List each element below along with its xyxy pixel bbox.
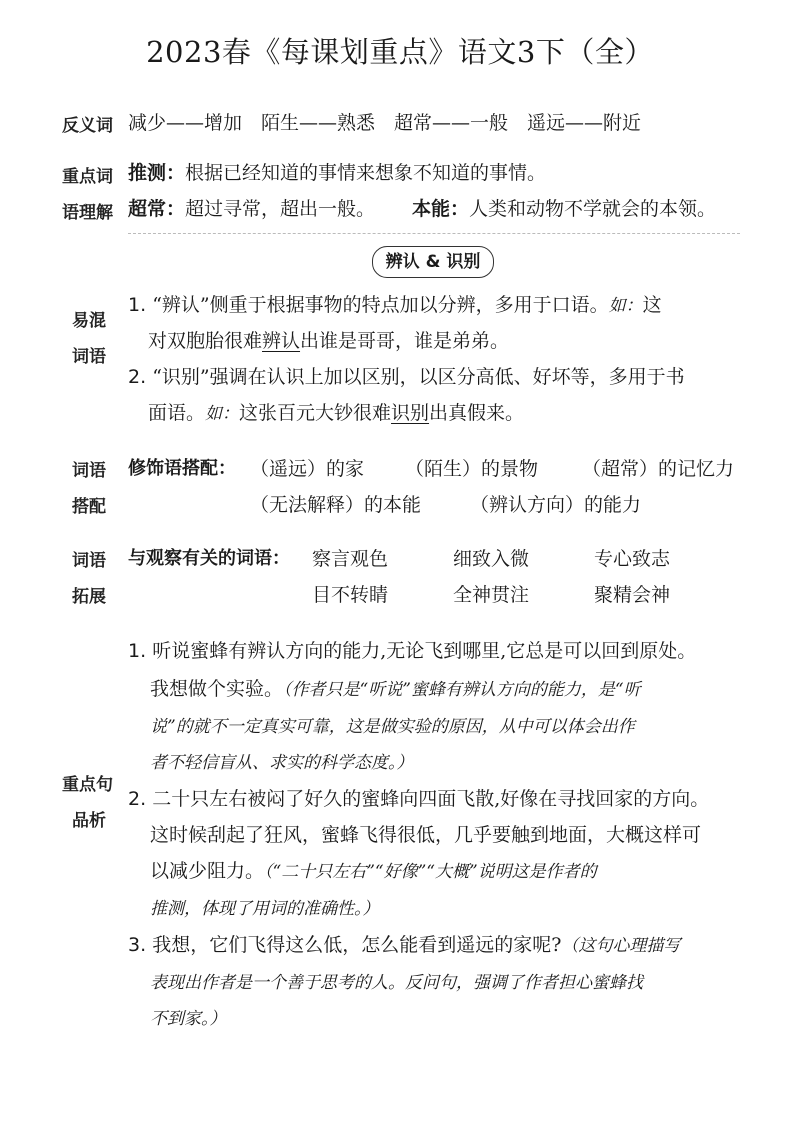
sentence-2-line-4: 推测，体现了用词的准确性。） xyxy=(150,899,380,919)
def-benneng: 人类和动物不学就会的本领。 xyxy=(469,198,717,220)
item-text: 这 xyxy=(642,294,662,316)
item-text: 对双胞胎很难 xyxy=(148,330,263,352)
section-divider xyxy=(128,233,740,234)
topic-badge: 辨认 & 识别 xyxy=(372,246,494,278)
item-text: 面语。 xyxy=(148,402,206,424)
collocation-item: （遥远）的家 xyxy=(250,458,365,480)
item-number: 1. xyxy=(128,640,147,662)
confusing-item-1-line-1 xyxy=(128,290,662,317)
analysis-text: （作者只是“听说”蜜蜂有辨认方向的能力，是“听 xyxy=(283,680,641,700)
item-number: 2. xyxy=(128,366,147,388)
item-text: 出谁是哥哥，谁是弟弟。 xyxy=(300,330,510,352)
item-text: 出真假来。 xyxy=(429,402,525,424)
expansion-head: 与观察有关的词语： xyxy=(128,548,290,569)
item-number: 1. xyxy=(128,294,147,316)
underlined-word: 辨认 xyxy=(262,330,301,352)
sentence-text: 二十只左右被闷了好久的蜜蜂向四面飞散,好像在寻找回家的方向。 xyxy=(152,788,710,810)
sentence-text: 以减少阻力。 xyxy=(150,860,265,882)
sentence-2-line-2: 这时候刮起了狂风，蜜蜂飞得很低，几乎要触到地面，大概这样可 xyxy=(150,824,702,846)
analysis-text: （这句心理描写 xyxy=(561,936,681,956)
analysis-text: （“二十只左右”“好像”“大概”说明这是作者的 xyxy=(264,862,597,882)
sentence-text: 我想做个实验。 xyxy=(150,678,284,700)
key-words-label-2: 语理解 xyxy=(62,203,113,223)
sentence-2-line-1 xyxy=(128,784,709,811)
sentence-text: 我想，它们飞得这么低，怎么能看到遥远的家呢? xyxy=(152,934,562,956)
sentence-text: 听说蜜蜂有辨认方向的能力,无论飞到哪里,它总是可以回到原处。 xyxy=(152,640,697,662)
collocation-item: （无法解释）的本能 xyxy=(250,494,422,516)
expansion-word: 全神贯注 xyxy=(453,584,530,606)
def-tuice: 根据已经知道的事情来想象不知道的事情。 xyxy=(185,162,547,184)
collocation-head: 修饰语搭配： xyxy=(128,458,236,479)
collocation-item: （辨认方向）的能力 xyxy=(470,494,642,516)
sentences-label-1: 重点句 xyxy=(62,775,113,795)
antonyms-text: 减少——增加 陌生——熟悉 超常——一般 遥远——附近 xyxy=(128,112,642,134)
example-mark: 如： xyxy=(608,296,643,316)
collocation-label-1: 词语 xyxy=(72,461,106,481)
key-words-label-1: 重点词 xyxy=(62,167,113,187)
item-number: 2. xyxy=(128,788,147,810)
term-benneng: 本能： xyxy=(412,198,470,220)
sentences-label-2: 品析 xyxy=(72,811,106,831)
expansion-word: 专心致志 xyxy=(594,548,671,570)
sentence-1-line-4: 者不轻信盲从、求实的科学态度。） xyxy=(150,753,414,773)
confusing-item-2-line-2 xyxy=(148,398,524,425)
expansion-label-2: 拓展 xyxy=(72,587,106,607)
collocation-label-2: 搭配 xyxy=(72,497,106,517)
sentence-1-line-1 xyxy=(128,636,696,663)
collocation-item: （超常）的记忆力 xyxy=(582,458,735,480)
confusing-item-1-line-2 xyxy=(148,326,509,353)
sentence-2-line-3 xyxy=(150,856,597,883)
key-word-row-2 xyxy=(128,194,375,221)
underlined-word: 识别 xyxy=(391,402,430,424)
confusing-label-1: 易混 xyxy=(72,311,106,331)
key-word-row-3 xyxy=(412,194,716,221)
antonyms-label: 反义词 xyxy=(62,116,113,136)
item-text: 这张百元大钞很难 xyxy=(239,402,392,424)
confusing-item-2-line-1 xyxy=(128,362,685,389)
item-text: “识别”强调在认识上加以区别，以区分高低、好坏等，多用于书 xyxy=(152,366,685,388)
page-title: 2023春《每课划重点》语文3下（全） xyxy=(146,35,654,69)
confusing-label-2: 词语 xyxy=(72,347,106,367)
expansion-label-1: 词语 xyxy=(72,551,106,571)
item-number: 3. xyxy=(128,934,147,956)
expansion-word: 聚精会神 xyxy=(594,584,671,606)
sentence-3-line-2: 表现出作者是一个善于思考的人。反问句，强调了作者担心蜜蜂找 xyxy=(150,973,643,993)
expansion-word: 细致入微 xyxy=(453,548,530,570)
sentence-3-line-1 xyxy=(128,930,680,957)
def-chaochang: 超过寻常，超出一般。 xyxy=(185,198,376,220)
expansion-word: 目不转睛 xyxy=(312,584,389,606)
sentence-1-line-2 xyxy=(150,674,641,701)
term-chaochang: 超常： xyxy=(128,198,186,220)
example-mark: 如： xyxy=(205,404,240,424)
sentence-1-line-3: 说”的就不一定真实可靠，这是做实验的原因，从中可以体会出作 xyxy=(150,717,635,737)
sentence-3-line-3: 不到家。） xyxy=(150,1009,227,1029)
item-text: “辨认”侧重于根据事物的特点加以分辨，多用于口语。 xyxy=(152,294,609,316)
expansion-word: 察言观色 xyxy=(312,548,389,570)
collocation-item: （陌生）的景物 xyxy=(405,458,539,480)
key-word-row-1 xyxy=(128,158,546,185)
term-tuice: 推测： xyxy=(128,162,186,184)
